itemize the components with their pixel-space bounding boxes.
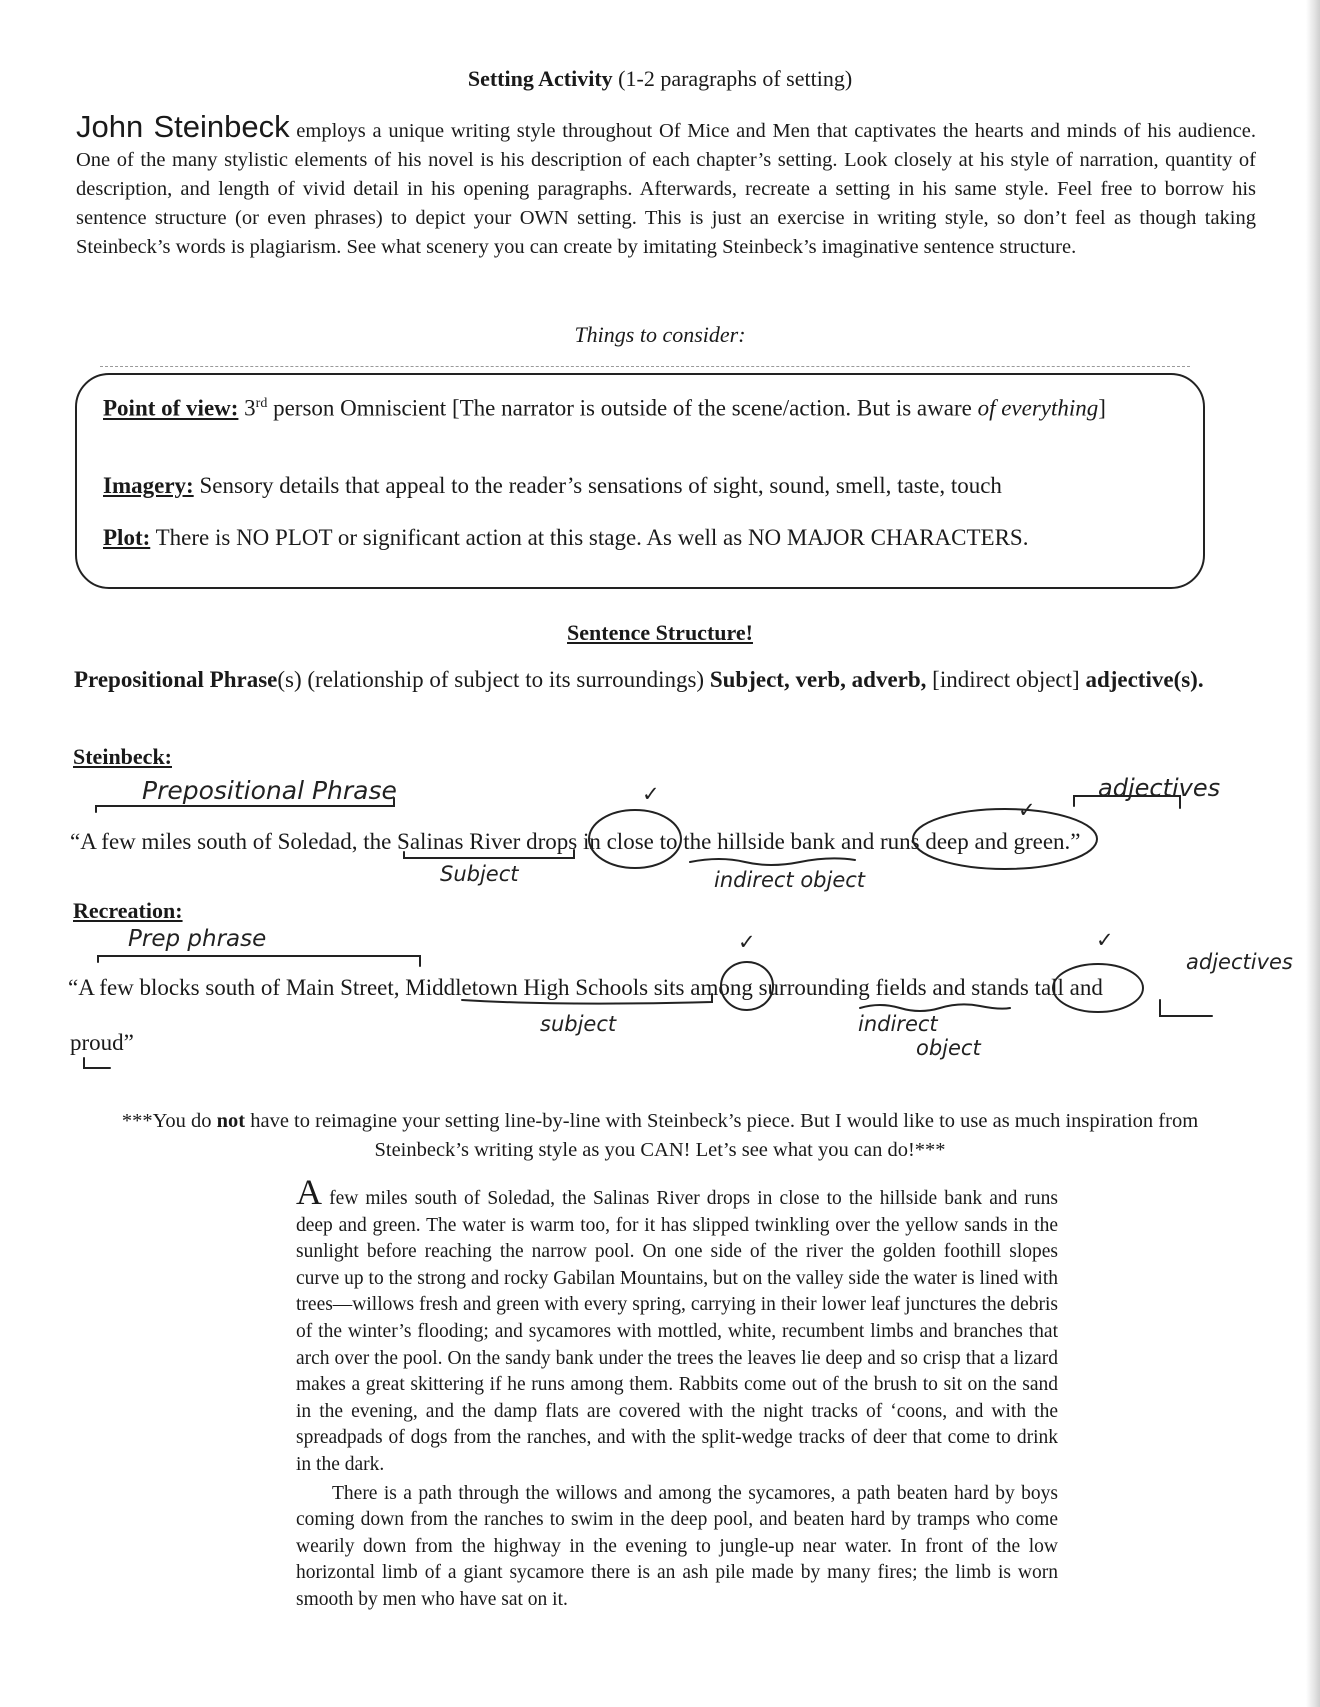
check-mark: ✓ [738,930,756,954]
steinbeck-label: Steinbeck: [73,744,172,769]
excerpt-paragraph-2: There is a path through the willows and among the sycamores, a path beaten hard by boys coming down from the ranches to swim in the deep pool, and beaten hard by tramps who come wearily down from the highway in the evening to jungle-up near water. In front of the low horizontal limb of a giant sycamore there is an ash pile made by many fires; the limb is worn smooth by men who have sat on it. [296,1482,1058,1610]
drop-cap: A [296,1172,322,1212]
check-mark: ✓ [642,782,660,806]
scan-edge-shadow [1306,0,1320,1707]
check-mark: ✓ [1018,798,1036,822]
instruction-note: ***You do not have to reimagine your setting line-by-line with Steinbeck’s piece. But I would like to use as much inspiration from Steinbeck’s writing style as you CAN! Let’s see what you can do!*** [121,1110,1199,1161]
sentence-structure-heading: Sentence Structure! [567,620,753,645]
imagery-item: Imagery: Sensory details that appeal to the reader’s sensations of sight, sound, smell, taste, touch [103,473,1002,498]
recreation-label: Recreation: [73,898,183,923]
annotation-adjectives: adjectives [1098,774,1221,802]
point-of-view-item: Point of view: 3rd person Omniscient [The narrator is outside of the scene/action. But is aware of everything] [103,395,1106,421]
recreation-quote-end: proud” [70,1030,134,1055]
intro-paragraph: John Steinbeck employs a unique writing style throughout Of Mice and Men that captivates the hearts and minds of his audience. One of the many stylistic elements of his novel is his description of each chapter’s setting. Look closely at his style of narration, quantity of description, and length of vivid detail in his opening paragraphs. Afterwards, recreate a setting in his same style. Feel free to borrow his sentence structure (or even phrases) to depict your OWN setting. This is just an exercise in writing style, so don’t feel as though taking Steinbeck’s words is plagiarism. See what scenery you can create by imitating Steinbeck’s imaginative sentence structure. [76,109,1256,258]
recreation-quote: “A few blocks south of Main Street, Middletown High Schools sits among surrounding fields and stands tall and [68,975,1103,1000]
page-title: Setting Activity (1-2 paragraphs of setting) [467,66,853,91]
consider-box [75,373,1205,589]
structure-description: Prepositional Phrase(s) (relationship of subject to its surroundings) Subject, verb, adverb, [indirect object] adjective(s). [74,667,1204,692]
excerpt-paragraph-1: A few miles south of Soledad, the Salinas River drops in close to the hillside bank and runs deep and green. The water is warm too, for it has slipped twinkling over the yellow sands in the sunlight before reaching the narrow pool. On one side of the river the golden foothill slopes curve up to the strong and rocky Gabilan Mountains, but on the valley side the water is lined with trees—willows fresh and green with every spring, carrying in their lower leaf junctures the debris of the winter’s flooding; and sycamores with mottled, white, recumbent limbs and branches that arch over the pool. On the sandy bank under the trees the leaves lie deep and so crisp that a lizard makes a great skittering if he runs among them. Rabbits come out of the brush to sit on the sand in the evening, and the damp flats are covered with the night tracks of ‘coons, and with the spreadpads of dogs from the ranches, and with the split-wedge tracks of deer that come to drink in the dark. [296,1172,1058,1475]
intro-lead: John Steinbeck [76,109,290,144]
annotation-subject: Subject [440,862,519,886]
check-mark: ✓ [1096,928,1114,952]
divider [100,366,1190,367]
things-to-consider-heading: Things to consider: [574,322,746,347]
annotation-indirect: indirect [858,1012,938,1036]
annotation-subject: subject [540,1012,617,1036]
plot-item: Plot: There is NO PLOT or significant action at this stage. As well as NO MAJOR CHARACTERS. [103,525,1029,550]
annotation-prep-phrase: Prep phrase [128,926,267,952]
steinbeck-quote: “A few miles south of Soledad, the Salinas River drops in close to the hillside bank and runs deep and green.” [70,829,1081,854]
steinbeck-excerpt [296,1172,1058,1614]
annotation-object: object [916,1036,981,1060]
annotation-indirect-object: indirect object [714,868,866,892]
annotation-prepositional-phrase: Prepositional Phrase [142,776,397,805]
annotation-adjectives: adjectives [1186,950,1293,974]
